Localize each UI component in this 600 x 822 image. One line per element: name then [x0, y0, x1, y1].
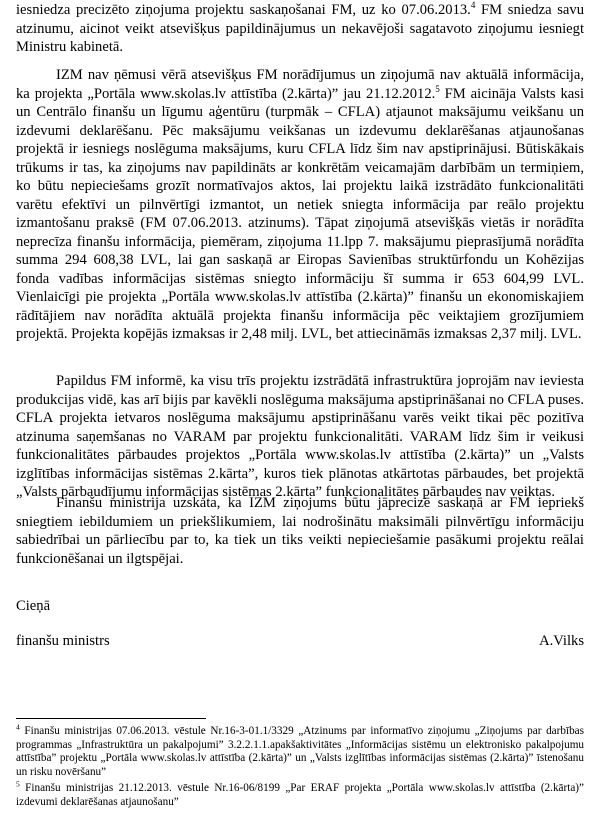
footnote-4-text: Finanšu ministrijas 07.06.2013. vēstule Nr.16-3-01.1/3329 „Atzinums par informatīvo ziņojumu „Ziņojums par darbības programmas „Infrastruktūra un pakalpojumi” 3.2.2.1.1.apakšaktivitātes „Informācijas sistēmu un elektronisko pakalpojumu attīstība” projektu „Portāla www.skolas.lv attīstība (2.kārta)” un „Valsts izglītības informācijas sistēmas (2.kārta)” īstenošanu un risku novēršanu”	[16, 725, 584, 778]
paragraph-2-text-a: IZM nav ņēmusi vērā atsevišķus FM norādījumus un ziņojumā nav aktuālā informācija, ka projekta „Portāla www.skolas.lv attīstība (2.kārta)” jau 21.12.2012.	[16, 67, 584, 102]
salutation-row	[16, 597, 584, 615]
footnote-5-text: Finanšu ministrijas 21.12.2013. vēstule Nr.16-06/8199 „Par ERAF projekta „Portāla www.skolas.lv attīstība (2.kārta)” izdevumi deklarēšanas atjaunošanu”	[16, 782, 584, 808]
paragraph-2	[16, 66, 584, 344]
paragraph-4: Finanšu ministrija uzskata, ka IZM ziņojums būtu jāprecizē saskaņā ar FM iepriekš sniegtiem iebildumiem un priekšlikumiem, lai nodrošinātu maksimāli pilnvērtīgu informāciju sabiedrībai un pārliecību par to, ka tiek un tiks veikti nepieciešamie pasākumi projektu reālai funkcionēšanai un ilgtspējai.	[16, 495, 584, 567]
paragraph-3: Papildus FM informē, ka visu trīs projektu izstrādātā infrastruktūra joprojām nav ieviesta produkcijas vidē, kas arī bijis par kavēkli noslēguma maksājuma apstiprināšanai no CFLA puses. CFLA projekta ietvaros noslēguma maksājumu apstiprināšanu varēs veikt tikai pēc pozitīva atzinuma saņemšanas no VARAM par projektu funkcionalitāti. VARAM līdz šim ir veikusi funkcionalitātes pārbaudes projektos „Portāla www.skolas.lv attīstība (2.kārta)” un „Valsts izglītības informācijas sistēmas 2.kārta”, kuros tiek plānotas atkārtotas pārbaudes, bet projektā „Valsts pārbaudījumu informācijas sistēmas 2.kārta” funkcionalitātes pārbaudes nav veiktas.	[16, 373, 584, 500]
salutation: Cieņā	[16, 598, 51, 614]
footnote-separator	[16, 718, 206, 719]
footnote-4-number: 4	[16, 722, 20, 732]
paragraph-1-text-b: FM sniedza savu atzinumu, aicinot veikt atsevišķus papildinājumus un nekavējoši sagatavoto ziņojumu iesniegt Ministru kabinetā.	[16, 2, 584, 55]
paragraph-2-text-b: FM aicināja Valsts kasi un Centrālo finanšu un līgumu aģentūru (turpmāk – CFLA) atjaunot maksājumu veikšanu un izdevumi deklarēšanu. Pēc maksājumu veikšanas un izdevumu deklarēšanas atjaunošanas projektā ir iesniegs noslēguma maksājums, kuru CFLA līdz šim nav apstiprinājusi. Būtiskākais trūkums ir tas, ka ziņojums nav papildināts ar konkrētām veicamajām darbībām un termiņiem, ko būtu nepieciešams grozīt normatīvajos aktos, lai projektu laikā izstrādāto funkcionalitāti varētu efektīvi un pilnvērtīgi izmantot, un netiek sniegta informācija par reālo projektu izmantošanu praksē (FM 07.06.2013. atzinums). Tāpat ziņojumā atsevišķās vietās ir norādīta neprecīza finanšu informācija, piemēram, ziņojuma 11.lpp 7. maksājumu pieprasījumā norādīta summa 294 608,38 LVL, lai gan saskaņā ar Eiropas Savienības struktūrfondu un Kohēzijas fonda vadības informācijas sistēmas sniegto informāciju šī summa ir 653 604,99 LVL. Vienlaicīgi pie projekta „Portāla www.skolas.lv attīstība (2.kārta)” finanšu un ekonomiskajiem rādītājiem nav norādīta aktuālā projekta finanšu informācija pēc veiktajiem grozījumiem projektā. Projekta kopējās izmaksas ir 2,48 milj. LVL, bet attiecināmās izmaksas 2,37 milj. LVL.	[16, 85, 584, 342]
footnote-ref-5: 5	[435, 83, 440, 94]
paragraph-1-text-a: iesniedza precizēto ziņojuma projektu saskaņošanai FM, uz ko 07.06.2013.	[16, 2, 471, 18]
footnote-ref-4: 4	[470, 0, 476, 11]
paragraph-1	[16, 1, 584, 57]
signature-row	[16, 632, 584, 650]
footnote-5	[16, 779, 584, 809]
footnote-5-number: 5	[16, 779, 20, 789]
signer-name: A.Vilks	[539, 633, 584, 649]
signer-title: finanšu ministrs	[16, 633, 110, 649]
footnote-4	[16, 722, 584, 779]
